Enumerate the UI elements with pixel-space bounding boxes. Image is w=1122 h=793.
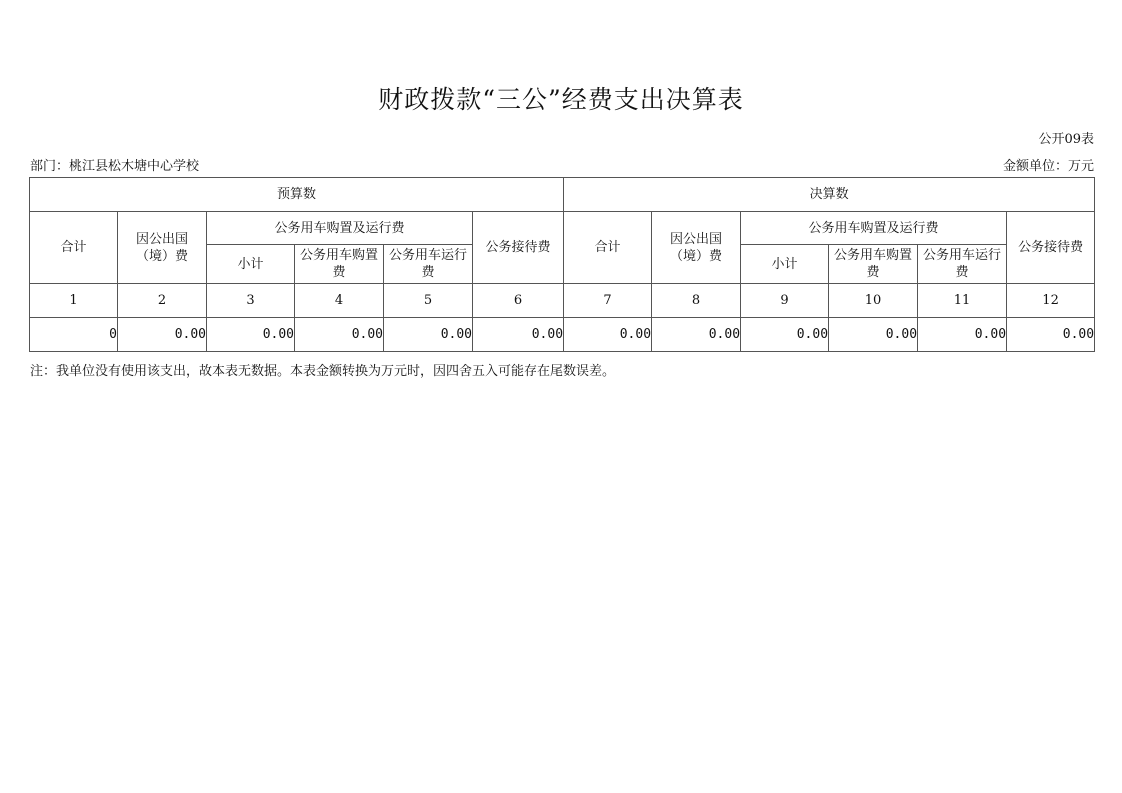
footnote: 注：我单位没有使用该支出，故本表无数据。本表金额转换为万元时，因四舍五入可能存在尾数误差。 (30, 364, 616, 379)
index-cell: 12 (1007, 284, 1095, 318)
index-cell: 10 (829, 284, 918, 318)
final-vehicle-operation-header: 公务用车运行费 (918, 245, 1007, 284)
value-cell: 0.00 (118, 318, 207, 352)
final-total-header: 合计 (564, 212, 652, 284)
index-cell: 7 (564, 284, 652, 318)
final-vehicle-purchase-header: 公务用车购置费 (829, 245, 918, 284)
index-cell: 4 (295, 284, 384, 318)
value-cell: 0.00 (918, 318, 1007, 352)
value-cell: 0.00 (741, 318, 829, 352)
final-vehicle-group-header: 公务用车购置及运行费 (741, 212, 1007, 245)
index-cell: 8 (652, 284, 741, 318)
budget-vehicle-purchase-header: 公务用车购置费 (295, 245, 384, 284)
value-cell: 0.00 (295, 318, 384, 352)
expenditure-table (29, 177, 1095, 352)
index-cell: 1 (30, 284, 118, 318)
index-cell: 6 (473, 284, 564, 318)
final-abroad-header: 因公出国（境）费 (652, 212, 741, 284)
amount-unit-label: 金额单位：万元 (1002, 159, 1094, 174)
budget-reception-header: 公务接待费 (473, 212, 564, 284)
value-row (30, 318, 1095, 352)
budget-vehicle-group-header: 公务用车购置及运行费 (207, 212, 473, 245)
budget-header: 预算数 (30, 178, 564, 212)
department-label: 部门：桃江县松木塘中心学校 (30, 159, 200, 174)
budget-total-header: 合计 (30, 212, 118, 284)
value-cell: 0 (30, 318, 118, 352)
value-cell: 0.00 (829, 318, 918, 352)
value-cell: 0.00 (1007, 318, 1095, 352)
final-reception-header: 公务接待费 (1007, 212, 1095, 284)
value-cell: 0.00 (564, 318, 652, 352)
budget-subtotal-header: 小计 (207, 245, 295, 284)
index-cell: 3 (207, 284, 295, 318)
page-title: 财政拨款“三公”经费支出决算表 (378, 85, 744, 114)
value-cell: 0.00 (207, 318, 295, 352)
value-cell: 0.00 (384, 318, 473, 352)
final-subtotal-header: 小计 (741, 245, 829, 284)
budget-abroad-header: 因公出国（境）费 (118, 212, 207, 284)
index-cell: 11 (918, 284, 1007, 318)
index-row (30, 284, 1095, 318)
value-cell: 0.00 (473, 318, 564, 352)
header-row-group (30, 178, 1095, 212)
value-cell: 0.00 (652, 318, 741, 352)
final-header: 决算数 (564, 178, 1095, 212)
budget-vehicle-operation-header: 公务用车运行费 (384, 245, 473, 284)
header-row-columns (30, 212, 1095, 245)
index-cell: 2 (118, 284, 207, 318)
index-cell: 9 (741, 284, 829, 318)
form-code: 公开09表 (1038, 132, 1094, 147)
index-cell: 5 (384, 284, 473, 318)
